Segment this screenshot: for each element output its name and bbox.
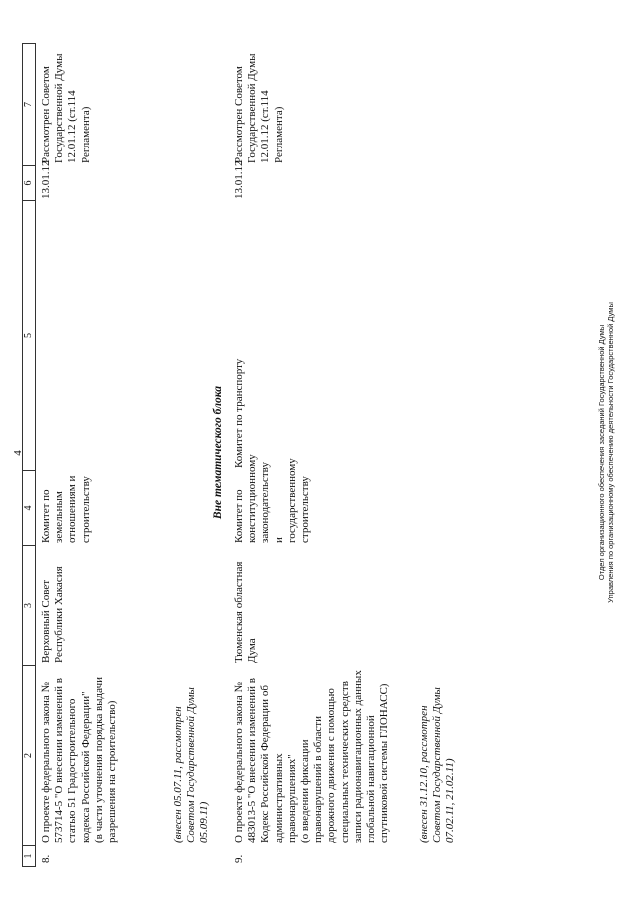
responsible-committee: Комитет по земельным отношениям и строительству <box>40 475 92 543</box>
column-header-1: 1 <box>22 845 36 867</box>
column-header-6: 6 <box>22 165 36 200</box>
bill-title: О проекте федерального закона № 483013-5 "О внесении изменений в Кодекс Российской Федерации об административных правонарушениях" (о введении фиксации правонарушений в области дорожного движения с помощью специальных технических средств записи радионавигационных данных глобальной навигационной спутниковой системы ГЛОНАСС) <box>233 670 391 843</box>
table-header <box>22 43 36 867</box>
bill-author: Верховный Совет Республики Хакасия <box>40 566 66 663</box>
bill-note: (внесен 31.12.10, рассмотрен Советом Государственной Думы 07.02.11, 21.02.11) <box>418 687 457 843</box>
date: 13.01.12 <box>40 160 52 199</box>
responsible-committee: Комитет по конституционному законодательству и государственному строительству <box>233 454 312 543</box>
status: Рассмотрен Советом Государственной Думы 12.01.12 (ст.114 Регламента) <box>40 53 92 163</box>
bill-note: (внесен 05.07.11, рассмотрен Советом Государственной Думы 05.09.11) <box>172 687 211 843</box>
column-header-3: 3 <box>22 545 36 665</box>
footer <box>597 0 615 905</box>
status: Рассмотрен Советом Государственной Думы 12.01.12 (ст.114 Регламента) <box>233 53 285 163</box>
footer-line-1: Отдел организационного обеспечения заседаний Государственной Думы <box>597 324 606 581</box>
column-header-5: 5 <box>22 200 36 470</box>
footer-line-2: Управления по организационному обеспечению деятельности Государственной Думы <box>606 302 615 603</box>
page-number: 4 <box>12 450 24 456</box>
row-number: 9. <box>233 854 245 863</box>
column-header-4: 4 <box>22 470 36 545</box>
section-title: Вне тематического блока <box>212 385 224 520</box>
bill-title: О проекте федерального закона № 573714-5 "О внесении изменений в статью 51 Градостроительного кодекса Российской Федерации" (в части уточнения порядка выдачи разрешения на строительство) <box>40 676 119 843</box>
row-number: 8. <box>40 854 52 863</box>
column-header-2: 2 <box>22 665 36 845</box>
bill-author: Тюменская областная Дума <box>233 561 259 663</box>
date: 13.01.12 <box>233 160 245 199</box>
column-header-7: 7 <box>22 43 36 165</box>
co-committee: Комитет по транспорту <box>233 358 245 468</box>
